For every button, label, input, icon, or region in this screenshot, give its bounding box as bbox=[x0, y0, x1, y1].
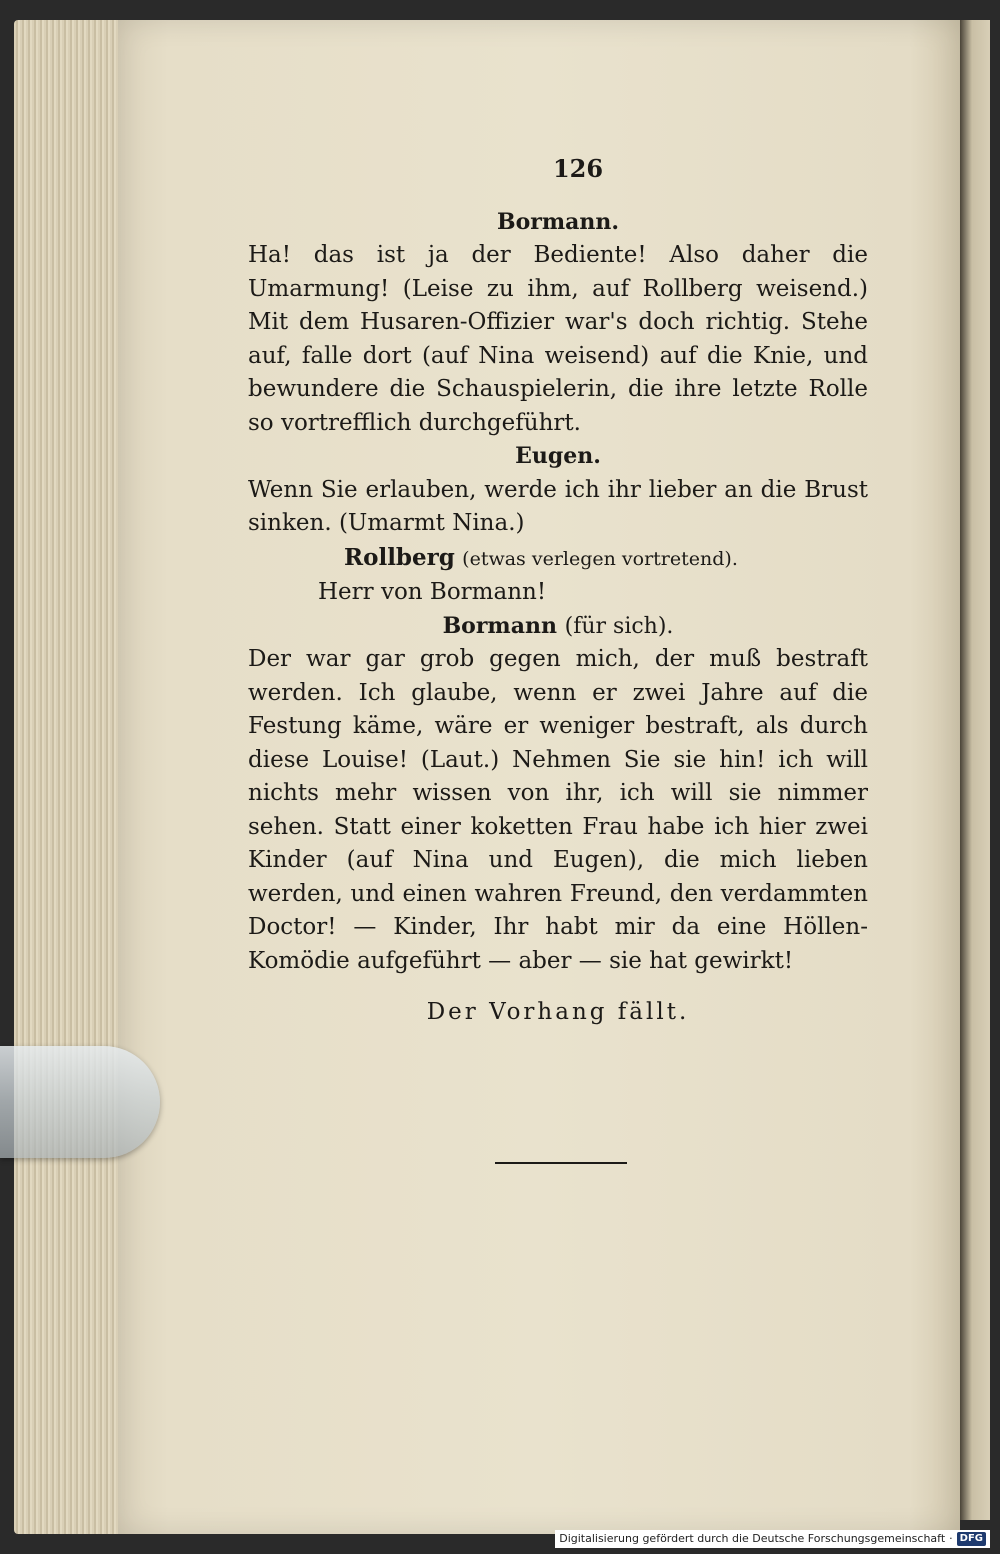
speaker-name: Bormann bbox=[442, 612, 557, 639]
book-page-edges bbox=[14, 20, 132, 1534]
end-rule bbox=[495, 1162, 627, 1164]
page-holder-clip bbox=[0, 1046, 160, 1158]
dfg-logo-icon: DFG bbox=[957, 1532, 986, 1546]
stage-direction: (für sich). bbox=[564, 613, 674, 639]
speaker-line bbox=[248, 541, 868, 577]
speaker-name: Rollberg bbox=[344, 543, 455, 571]
footer-text: Digitalisierung gefördert durch die Deutsche Forschungsgemeinschaft bbox=[559, 1532, 946, 1545]
dialogue-paragraph: Wenn Sie erlauben, werde ich ihr lieber an die Brust sinken. (Umarmt Nina.) bbox=[248, 476, 868, 536]
dialogue-paragraph: Ha! das ist ja der Bediente! Also daher die Umarmung! (Leise zu ihm, auf Rollberg weisend.) Mit dem Husaren-Offizier war's doch richtig. Stehe auf, falle dort (auf Nina weisend) auf die Knie, und bewundere die Schauspielerin, die ihre letzte Rolle so vortrefflich durchgeführt. bbox=[248, 242, 868, 436]
footer-credit bbox=[555, 1530, 990, 1548]
footer-dot: · bbox=[949, 1532, 953, 1545]
closing-line: Der Vorhang fällt. bbox=[426, 999, 690, 1025]
facing-page-edge bbox=[960, 20, 990, 1520]
speaker-heading: Bormann. bbox=[496, 208, 620, 235]
speaker-heading: Eugen. bbox=[515, 443, 601, 469]
page-text bbox=[248, 152, 868, 1030]
page-number: 126 bbox=[552, 154, 604, 183]
dialogue-paragraph: Der war gar grob gegen mich, der muß bestraft werden. Ich glaube, wenn er zwei Jahre auf die Festung käme, wäre er weniger bestraft, als durch diese Louise! (Laut.) Nehmen Sie sie hin! ich will nichts mehr wissen von ihr, ich will sie nimmer sehen. Statt einer koketten Frau habe ich hier zwei Kinder (auf Nina und Eugen), die mich lieben werden, und einen wahren Freund, den verdammten Doctor! — Kinder, Ihr habt mir da eine Höllen-Komödie aufgeführt — aber — sie hat gewirkt! bbox=[248, 646, 868, 974]
stage-direction: (etwas verlegen vortretend). bbox=[462, 547, 738, 570]
dialogue-paragraph: Herr von Bormann! bbox=[318, 579, 547, 605]
speaker-line bbox=[248, 610, 868, 644]
